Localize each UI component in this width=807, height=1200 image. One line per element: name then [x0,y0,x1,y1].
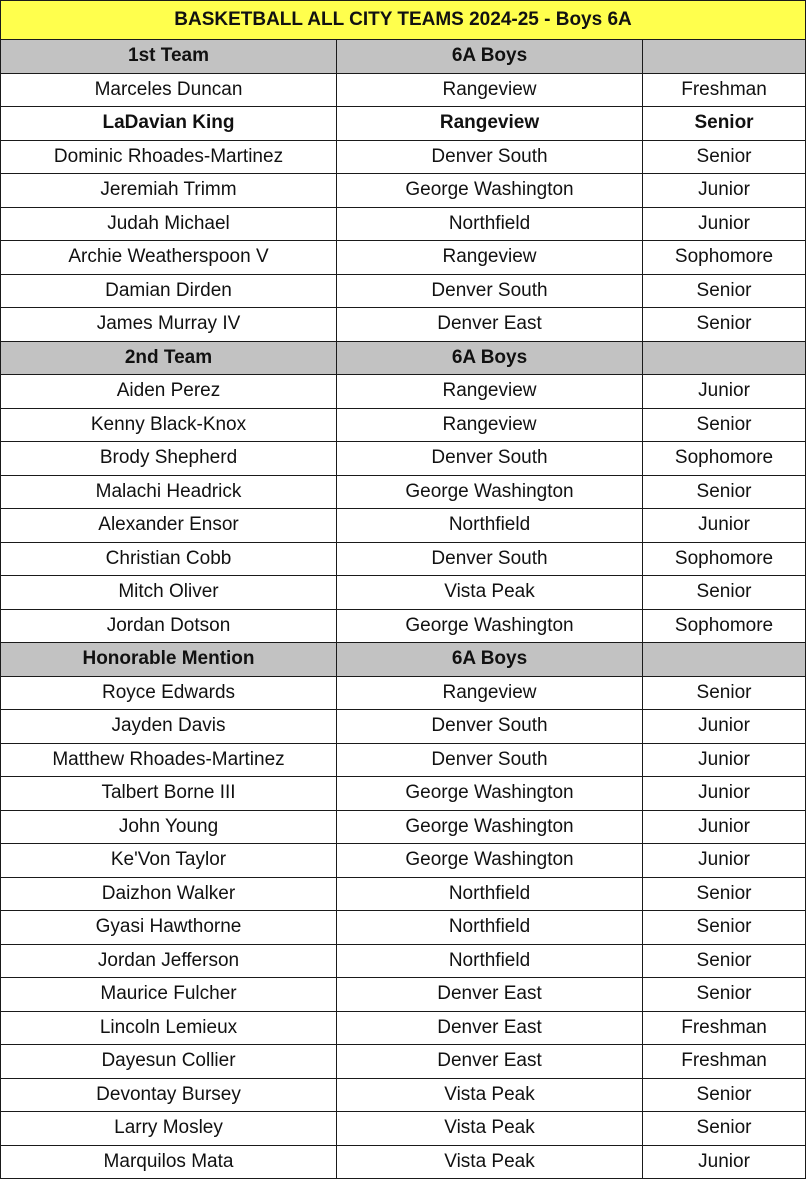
grade-cell: Senior [643,676,806,710]
table-row [1,509,806,543]
grade-cell: Freshman [643,73,806,107]
table-row [1,777,806,811]
grade-cell: Freshman [643,1011,806,1045]
player-name-cell: Daizhon Walker [1,877,337,911]
table-row [1,877,806,911]
school-cell: George Washington [337,609,643,643]
player-name-cell: Dayesun Collier [1,1045,337,1079]
school-cell: Rangeview [337,73,643,107]
school-cell: Vista Peak [337,1112,643,1146]
grade-cell: Senior [643,944,806,978]
table-row [1,375,806,409]
table-row [1,944,806,978]
grade-cell: Junior [643,207,806,241]
player-name-cell: Dominic Rhoades-Martinez [1,140,337,174]
grade-cell: Senior [643,107,806,141]
grade-cell: Senior [643,408,806,442]
school-cell: Denver East [337,308,643,342]
school-cell: Denver South [337,710,643,744]
school-cell: Vista Peak [337,1145,643,1179]
section-name: 1st Team [1,40,337,74]
school-cell: Denver East [337,1011,643,1045]
table-row [1,1078,806,1112]
player-name-cell: Jordan Jefferson [1,944,337,978]
school-cell: Rangeview [337,241,643,275]
school-cell: Rangeview [337,676,643,710]
sheet-title: BASKETBALL ALL CITY TEAMS 2024-25 - Boys 6A [1,1,806,40]
table-row [1,207,806,241]
section-header-2nd-team [1,341,806,375]
table-row [1,743,806,777]
grade-cell: Senior [643,140,806,174]
grade-cell: Sophomore [643,609,806,643]
player-name-cell: Devontay Bursey [1,1078,337,1112]
table-row [1,576,806,610]
school-cell: Vista Peak [337,576,643,610]
grade-cell: Senior [643,877,806,911]
grade-cell: Senior [643,911,806,945]
section-blank-cell [643,40,806,74]
player-name-cell: Marceles Duncan [1,73,337,107]
player-name-cell: John Young [1,810,337,844]
school-cell: Northfield [337,944,643,978]
table-row [1,274,806,308]
school-cell: Northfield [337,911,643,945]
table-row [1,609,806,643]
player-name-cell: Damian Dirden [1,274,337,308]
table-row [1,308,806,342]
section-division: 6A Boys [337,643,643,677]
player-name-cell: Judah Michael [1,207,337,241]
section-header-honorable-mention [1,643,806,677]
table-row [1,174,806,208]
school-cell: Vista Peak [337,1078,643,1112]
school-cell: Northfield [337,509,643,543]
player-name-cell: Mitch Oliver [1,576,337,610]
player-name-cell: Royce Edwards [1,676,337,710]
grade-cell: Junior [643,810,806,844]
player-name-cell: James Murray IV [1,308,337,342]
section-division: 6A Boys [337,341,643,375]
player-name-cell: Brody Shepherd [1,442,337,476]
player-name-cell: Kenny Black-Knox [1,408,337,442]
grade-cell: Junior [643,1145,806,1179]
player-name-cell: Jayden Davis [1,710,337,744]
table-row [1,542,806,576]
school-cell: Denver South [337,140,643,174]
grade-cell: Junior [643,844,806,878]
player-name-cell: Malachi Headrick [1,475,337,509]
table-row [1,676,806,710]
player-name-cell: Matthew Rhoades-Martinez [1,743,337,777]
section-header-1st-team [1,40,806,74]
section-name: Honorable Mention [1,643,337,677]
table-row [1,1112,806,1146]
grade-cell: Junior [643,509,806,543]
school-cell: Denver South [337,274,643,308]
grade-cell: Senior [643,576,806,610]
section-blank-cell [643,341,806,375]
section-name: 2nd Team [1,341,337,375]
school-cell: George Washington [337,777,643,811]
grade-cell: Sophomore [643,442,806,476]
grade-cell: Sophomore [643,542,806,576]
player-name-cell: LaDavian King [1,107,337,141]
player-name-cell: Aiden Perez [1,375,337,409]
table-row [1,442,806,476]
table-body [1,1,806,1179]
table-row [1,844,806,878]
player-name-cell: Jeremiah Trimm [1,174,337,208]
school-cell: George Washington [337,810,643,844]
school-cell: Northfield [337,877,643,911]
player-name-cell: Marquilos Mata [1,1145,337,1179]
table-row [1,1145,806,1179]
school-cell: George Washington [337,475,643,509]
table-row [1,911,806,945]
table-row [1,710,806,744]
school-cell: Northfield [337,207,643,241]
player-name-cell: Lincoln Lemieux [1,1011,337,1045]
grade-cell: Sophomore [643,241,806,275]
school-cell: Denver East [337,978,643,1012]
player-name-cell: Alexander Ensor [1,509,337,543]
grade-cell: Senior [643,274,806,308]
grade-cell: Senior [643,1112,806,1146]
grade-cell: Junior [643,375,806,409]
grade-cell: Senior [643,978,806,1012]
player-name-cell: Ke'Von Taylor [1,844,337,878]
school-cell: George Washington [337,174,643,208]
school-cell: Denver South [337,442,643,476]
school-cell: Denver South [337,743,643,777]
school-cell: Denver East [337,1045,643,1079]
table-row [1,810,806,844]
table-row [1,73,806,107]
grade-cell: Junior [643,777,806,811]
player-name-cell: Jordan Dotson [1,609,337,643]
player-name-cell: Archie Weatherspoon V [1,241,337,275]
table-row [1,978,806,1012]
table-row [1,408,806,442]
school-cell: Rangeview [337,107,643,141]
grade-cell: Junior [643,743,806,777]
table-row [1,1045,806,1079]
school-cell: Denver South [337,542,643,576]
player-name-cell: Christian Cobb [1,542,337,576]
grade-cell: Senior [643,308,806,342]
table-row [1,241,806,275]
school-cell: Rangeview [337,375,643,409]
section-division: 6A Boys [337,40,643,74]
grade-cell: Junior [643,174,806,208]
table-row [1,1011,806,1045]
grade-cell: Freshman [643,1045,806,1079]
school-cell: George Washington [337,844,643,878]
player-name-cell: Gyasi Hawthorne [1,911,337,945]
player-name-cell: Talbert Borne III [1,777,337,811]
player-name-cell: Maurice Fulcher [1,978,337,1012]
school-cell: Rangeview [337,408,643,442]
section-blank-cell [643,643,806,677]
grade-cell: Junior [643,710,806,744]
player-name-cell: Larry Mosley [1,1112,337,1146]
grade-cell: Senior [643,1078,806,1112]
table-row [1,107,806,141]
grade-cell: Senior [643,475,806,509]
table-row [1,475,806,509]
table-row [1,140,806,174]
title-row [1,1,806,40]
